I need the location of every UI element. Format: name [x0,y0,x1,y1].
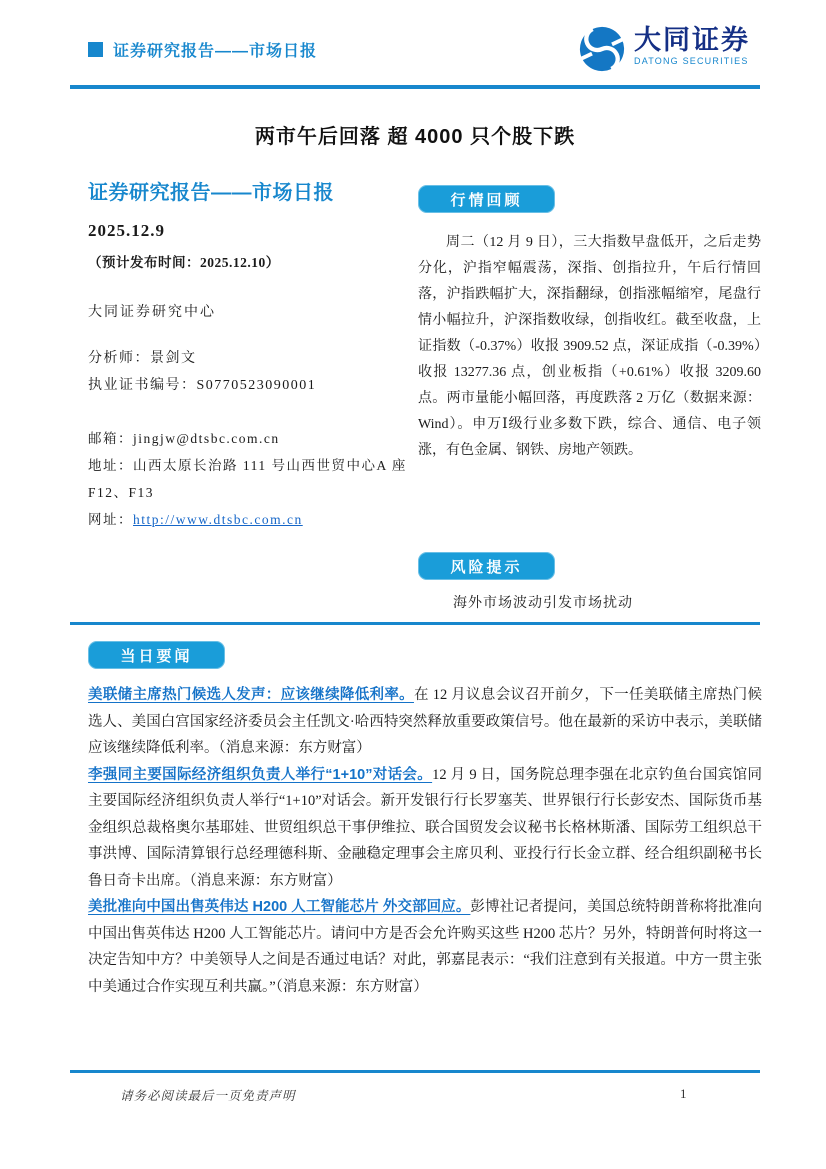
page-number: 1 [680,1086,687,1101]
blue-square-icon [88,42,103,57]
footer-disclaimer: 请务必阅读最后一页免责声明 [120,1089,296,1103]
analyst-license: 执业证书编号：S0770523090001 [88,378,317,393]
market-review-badge: 行情回顾 [418,185,555,213]
company-logo [578,25,750,73]
contact-email: 邮箱：jingjw@dtsbc.com.cn [88,431,280,446]
bottom-divider [70,1070,760,1073]
report-series-heading: 证券研究报告——市场日报 [88,182,334,204]
news-headline: 美联储主席热门候选人发声：应该继续降低利率。 [88,687,414,703]
middle-divider [70,622,760,625]
website-label: 网址： [88,512,133,527]
top-divider [70,85,760,89]
news-item [88,762,762,895]
contact-block [88,425,418,533]
brand-name-cn: 大同证券 [634,25,750,55]
contact-address: 地址：山西太原长治路 111 号山西世贸中心A 座 F12、F13 [88,458,407,500]
brand-text [634,25,750,66]
news-text: 彭博社记者提问，美国总统特朗普称将批准向中国出售英伟达 H200 人工智能芯片。请问中方是否会允许购买这些 H200 芯片？另外，特朗普何时将这一决定告知中方？中美领导人之间是否通过电话？对此，郭嘉昆表示：“我们注意到有关报道。中方一贯主张中美通过合作实现互利共赢。”（消息来源：东方财富） [88,899,763,995]
daily-news-badge: 当日要闻 [88,641,225,669]
report-info-column [88,176,418,533]
header-eyebrow-label: 证券研究报告——市场日报 [113,43,318,60]
analyst-name: 分析师：景剑文 [88,351,197,366]
news-headline: 美批准向中国出售英伟达 H200 人工智能芯片 外交部回应。 [88,899,471,915]
page-title: 两市午后回落 超 4000 只个股下跌 [254,126,576,148]
report-date: 2025.12.9 [88,221,165,240]
brand-name-en: DATONG SECURITIES [634,56,749,66]
news-item [88,682,762,762]
news-headline: 李强同主要国际经济组织负责人举行“1+10”对话会。 [88,766,433,783]
news-item [88,894,762,1000]
header-eyebrow [88,38,317,61]
research-center: 大同证券研究中心 [88,305,216,320]
contact-website-line [88,506,418,533]
risk-text: 海外市场波动引发市场扰动 [453,596,633,611]
website-link[interactable]: http://www.dtsbc.com.cn [133,512,303,527]
analyst-block [88,345,418,399]
news-text: 在 12 月议息会议召开前夕，下一任美联储主席热门候选人、美国白宫国家经济委员会主任凯文·哈西特突然释放重要政策信号。他在最新的采访中表示，美联储应该继续降低利率。（消息来源：东方财富） [88,687,763,756]
market-review-text: 周二（12 月 9 日），三大指数早盘低开，之后走势分化，沪指窄幅震荡，深指、创指拉升，午后行情回落，沪指跌幅扩大，深指翻绿，创指涨幅缩窄，尾盘行情小幅拉升，沪深指数收绿，创指收红。截至收盘，上证指数（-0.37%）收报 3909.52 点，深证成指（-0.39%）收报 13277.36 点，创业板指（+0.61%）收报 3209.60 点。两市量能小幅回落，再度跌落 2 万亿（数据来源：Wind）。申万Ⅰ级行业多数下跌，综合、通信、电子领涨，有色金属、钢铁、房地产领跌。 [418,235,761,458]
news-text: 12 月 9 日，国务院总理李强在北京钓鱼台国宾馆同主要国际经济组织负责人举行“1+10”对话会。新开发银行行长罗塞芙、世界银行行长彭安杰、国际货币基金组织总裁格奥尔基耶娃、世贸组织总干事伊维拉、联合国贸发会议秘书长格林斯潘、国际劳工组织总干事洪博、国际清算银行总经理德科斯、金融稳定理事会主席贝利、亚投行行长金立群、经合组织副秘书长鲁日奇卡出席。（消息来源：东方财富） [88,766,762,889]
risk-badge: 风险提示 [418,552,555,580]
expected-publish-date: （预计发布时间：2025.12.10） [88,255,280,270]
datong-pinwheel-icon [578,25,626,73]
daily-news-body [88,682,762,1000]
